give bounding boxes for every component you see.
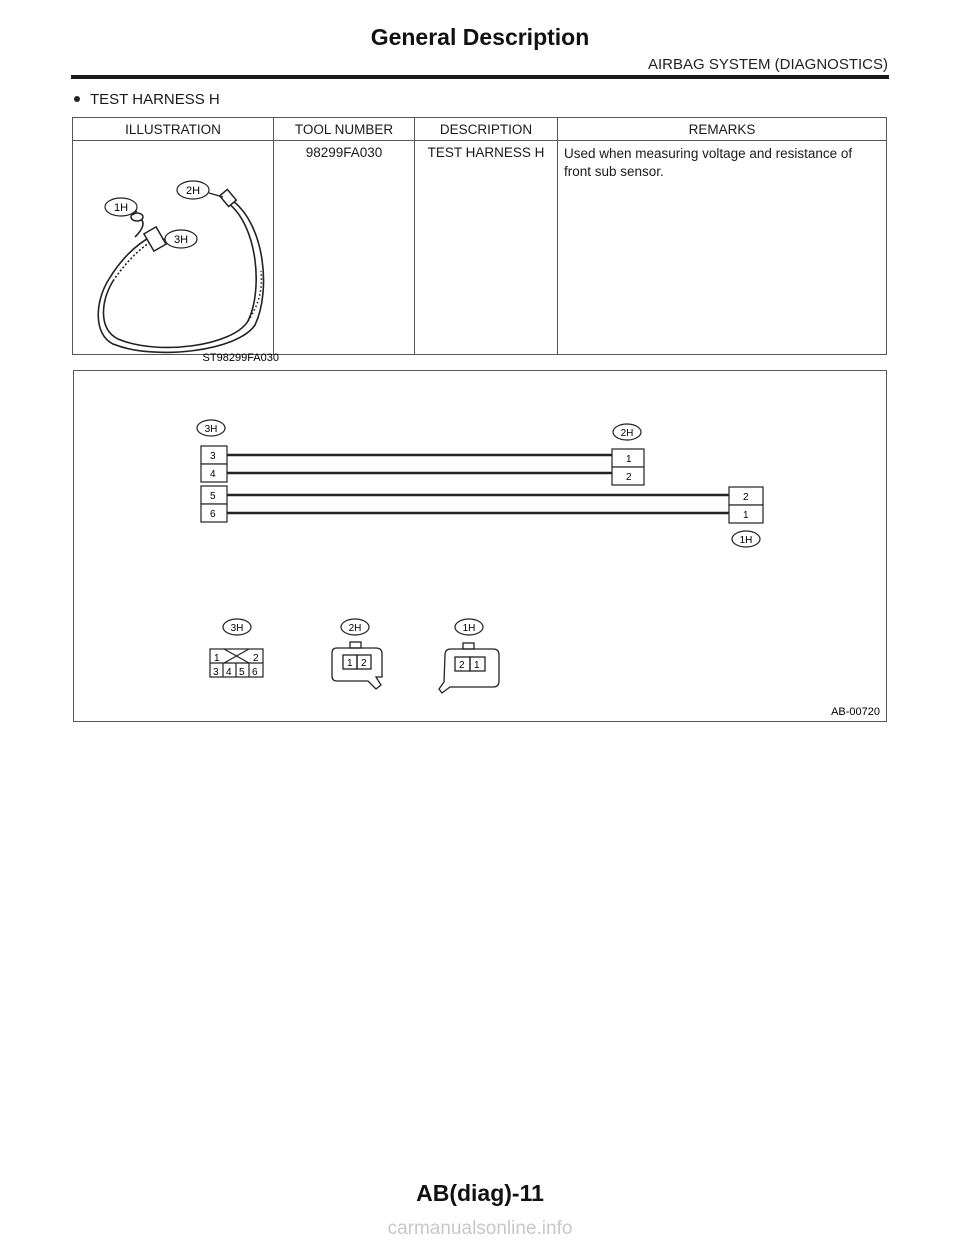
conn-3h-label: 3H: [204, 424, 218, 435]
pin-3h-5: 5: [210, 491, 216, 502]
pin-3h-3: 3: [210, 451, 216, 462]
harness-wires: [227, 455, 729, 513]
face-3h-pin-1: 1: [214, 653, 220, 664]
bullet-item: [74, 91, 220, 108]
pin-3h-4: 4: [210, 469, 216, 480]
face-2h-pin-1: 1: [347, 658, 353, 669]
table-row: [73, 141, 887, 355]
table-header-row: [73, 118, 887, 141]
pin-1h-1: 1: [743, 510, 749, 521]
bullet-icon: [74, 96, 80, 102]
pin-1h-2: 2: [743, 492, 749, 503]
illustration-code: ST98299FA030: [202, 352, 279, 364]
label-1h: 1H: [113, 202, 129, 214]
face-2h-label: 2H: [348, 623, 362, 634]
diagram-code: AB-00720: [831, 706, 880, 718]
label-2h: 2H: [185, 185, 201, 197]
face-3h-pin-6: 6: [252, 667, 258, 678]
pin-2h-1: 1: [626, 454, 632, 465]
face-3h-label: 3H: [230, 623, 244, 634]
col-description: DESCRIPTION: [415, 118, 558, 141]
tool-number-cell: 98299FA030: [274, 141, 415, 355]
watermark: carmanualsonline.info: [387, 1218, 573, 1239]
face-3h-pin-4: 4: [226, 667, 232, 678]
face-1h: [439, 643, 499, 693]
tool-table: [72, 117, 887, 364]
face-3h-pin-5: 5: [239, 667, 245, 678]
col-tool-number: TOOL NUMBER: [274, 118, 415, 141]
remarks-cell: Used when measuring voltage and resistance of front sub sensor.: [558, 141, 887, 355]
page-title: General Description: [370, 24, 590, 50]
pin-3h-6: 6: [210, 509, 216, 520]
conn-1h-label: 1H: [739, 535, 753, 546]
conn-2h-label: 2H: [620, 428, 634, 439]
face-3h-pin-2: 2: [253, 653, 259, 664]
harness-illustration: [73, 141, 287, 369]
bullet-text: TEST HARNESS H: [90, 91, 220, 108]
col-remarks: REMARKS: [558, 118, 887, 141]
wiring-diagram-frame: [73, 370, 887, 722]
label-3h: 3H: [173, 234, 189, 246]
face-1h-pin-1: 1: [474, 660, 480, 671]
face-1h-label: 1H: [462, 623, 476, 634]
face-1h-pin-2: 2: [459, 660, 465, 671]
face-3h-pin-3: 3: [213, 667, 219, 678]
page-number: AB(diag)-11: [416, 1180, 544, 1206]
wiring-diagram: [74, 371, 886, 721]
face-2h-pin-2: 2: [361, 658, 367, 669]
section-title: AIRBAG SYSTEM (DIAGNOSTICS): [647, 56, 888, 73]
pin-2h-2: 2: [626, 472, 632, 483]
col-illustration: ILLUSTRATION: [73, 118, 274, 141]
header-rule: [71, 75, 889, 79]
illustration-cell: [73, 141, 279, 364]
description-cell: TEST HARNESS H: [415, 141, 558, 355]
face-2h: [332, 642, 382, 689]
